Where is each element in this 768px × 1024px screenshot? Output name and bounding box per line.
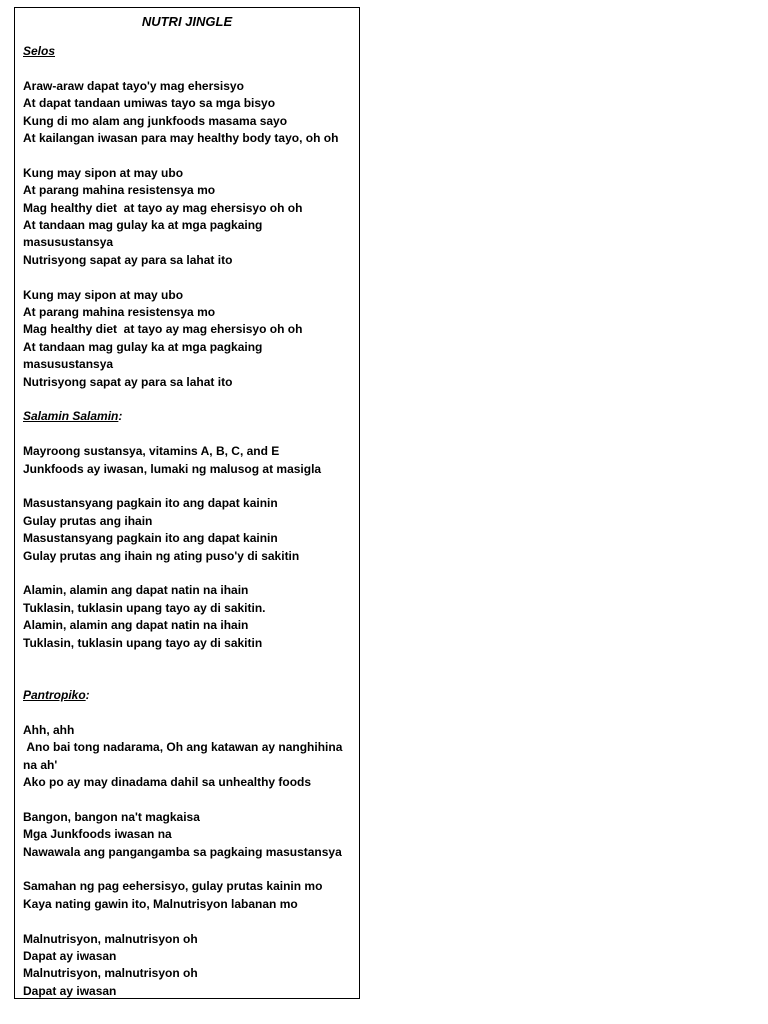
spacer [23,147,357,164]
lyric-line: Malnutrisyon, malnutrisyon oh [23,931,198,946]
section-heading-suffix: : [85,687,90,702]
lyric-line: Ahh, ahh [23,722,75,737]
spacer [23,565,357,582]
lyric-line: Mga Junkfoods iwasan na [23,827,172,842]
section-heading [23,687,357,704]
lyric-line: Masustansyang pagkain ito ang dapat kainin [23,531,278,546]
lyric-line: Malnutrisyon, malnutrisyon oh [23,966,198,981]
lyric-line: Nutrisyong sapat ay para sa lahat ito [23,252,233,267]
lyric-line: Ano bai tong nadarama, Oh ang katawan ay nanghihina [23,740,343,755]
lyric-line: At kailangan iwasan para may healthy body tayo, oh oh [23,131,339,146]
lyric-line: Masustansyang pagkain ito ang dapat kainin [23,496,278,511]
lyric-line: Gulay prutas ang ihain [23,513,153,528]
spacer [23,704,357,721]
lyric-line: Gulay prutas ang ihain ng ating puso'y di sakitin [23,548,300,563]
spacer [23,652,357,687]
lyric-line: At tandaan mag gulay ka at mga pagkaing [23,218,263,233]
section-heading-text: Selos [23,44,56,58]
lyric-line: Alamin, alamin ang dapat natin na ihain [23,583,249,598]
section-heading [23,408,357,425]
lyric-line: Alamin, alamin ang dapat natin na ihain [23,618,249,633]
section-heading-text: Pantropiko [23,687,86,702]
lyric-line: Mag healthy diet at tayo ay mag ehersisyo oh oh [23,322,303,337]
lyric-line: Tuklasin, tuklasin upang tayo ay di sakitin. [23,600,266,615]
lyric-line: Araw-araw dapat tayo'y mag ehersisyo [23,78,244,93]
lyric-line: Ako po ay may dinadama dahil sa unhealthy foods [23,774,312,789]
spacer [23,791,357,808]
lyric-line: Kung di mo alam ang junkfoods masama sayo [23,113,288,128]
lyric-line: Mag healthy diet at tayo ay mag ehersisyo oh oh [23,200,303,215]
lyric-line: At dapat tandaan umiwas tayo sa mga bisyo [23,96,276,111]
lyric-line: Mayroong sustansya, vitamins A, B, C, and E [23,444,280,459]
lyrics-content [23,43,357,999]
spacer [23,426,357,443]
section-heading-suffix: : [118,409,123,424]
lyric-line: na ah' [23,757,58,772]
lyric-line: At parang mahina resistensya mo [23,305,216,320]
lyric-line: Dapat ay iwasan [23,983,117,998]
section-heading-text: Salamin Salamin [23,409,119,424]
lyric-line: Dapat ay iwasan [23,948,117,963]
lyrics-page [14,7,360,999]
lyric-line: masusustansya [23,235,114,250]
lyric-line: Kung may sipon at may ubo [23,287,184,302]
spacer [23,861,357,878]
spacer [23,391,357,408]
lyric-line: Kung may sipon at may ubo [23,165,184,180]
lyric-line: Tuklasin, tuklasin upang tayo ay di sakitin [23,635,263,650]
spacer [23,269,357,286]
spacer [23,478,357,495]
lyric-line: Nutrisyong sapat ay para sa lahat ito [23,374,233,389]
lyric-line: Nawawala ang pangangamba sa pagkaing masustansya [23,844,342,859]
lyric-line: Samahan ng pag eehersisyo, gulay prutas kainin mo [23,879,323,894]
lyric-line: Kaya nating gawin ito, Malnutrisyon labanan mo [23,896,298,911]
lyric-line: At parang mahina resistensya mo [23,183,216,198]
page-title: NUTRI JINGLE [141,14,233,29]
section-heading [23,43,357,60]
lyric-line: Junkfoods ay iwasan, lumaki ng malusog at masigla [23,461,322,476]
spacer [23,913,357,930]
lyric-line: masusustansya [23,357,114,372]
spacer [23,60,357,77]
lyric-line: At tandaan mag gulay ka at mga pagkaing [23,339,263,354]
lyric-line: Bangon, bangon na't magkaisa [23,809,200,824]
